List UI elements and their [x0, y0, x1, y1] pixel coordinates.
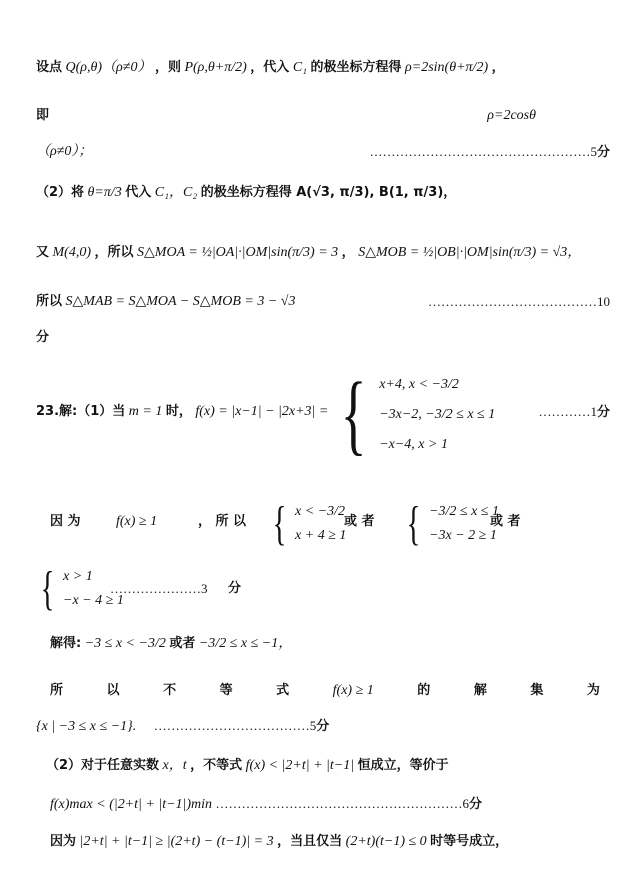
piecewise-cases: { x+4, x < −3/2 −3x−2, −3/2 ≤ x ≤ 1 −x−4, x > 1 [340, 365, 496, 464]
line-6: 所以 S△MAB = S△MOA − S△MOB = 3 − √3 …………………………………10 [36, 294, 610, 309]
line-12: 所 以 不 等 式 f(x) ≥ 1 的 解 集 为 [50, 683, 600, 698]
line-7: 分 [36, 330, 50, 345]
line-8: 23.解:（1）当 m = 1 时， f(x) = |x−1| − |2x+3| = { x+4, x < −3/2 −3x−2, −3/2 ≤ x ≤ 1 −x−4, x > 1 …………1分 [36, 365, 610, 464]
line-13: {x | −3 ≤ x ≤ −1}. ………………………………5分 [36, 718, 330, 734]
line-5: 又 M(4,0) ，所以 S△MOA = ½|OA|·|OM|sin(π/3) = 3 ， S△MOB = ½|OB|·|OM|sin(π/3) = √3， [36, 245, 582, 260]
line-3: （ρ≠0）； ……………………………………………5分 [36, 144, 610, 160]
line-1: 设点 Q(ρ,θ)（ρ≠0） ，则 P(ρ,θ+π/2) ，代入 C₁ 的极坐标方程得 ρ=2sin(θ+π/2) ， [36, 60, 505, 75]
line-2: 即 ρ=2cosθ [36, 108, 536, 123]
line-15: f(x)max < (|2+t| + |t−1|)min …………………………………………………6分 [50, 796, 483, 812]
line-16: 因为 |2+t| + |t−1| ≥ |(2+t) − (t−1)| = 3 ，当且仅当 (2+t)(t−1) ≤ 0 时等号成立， [50, 834, 509, 849]
line-11: 解得: −3 ≤ x < −3/2 或者 −3/2 ≤ x ≤ −1， [50, 636, 293, 651]
line-14: （2）对于任意实数 x，t ，不等式 f(x) < |2+t| + |t−1| 恒成立，等价于 [46, 758, 449, 773]
line-10: { x > 1 −x − 4 ≥ 1 …………………3 分 [40, 562, 242, 615]
line-9: 因 为 f(x) ≥ 1 ， 所 以 { x < −3/2 x + 4 ≥ 1 或 者 { −3/2 ≤ x ≤ 1 −3x − 2 ≥ 1 或 者 [50, 497, 521, 550]
line-4: （2）将 θ=π/3 代入 C₁，C₂ 的极坐标方程得 A(√3, π/3), B(1, π/3)， [36, 185, 457, 200]
